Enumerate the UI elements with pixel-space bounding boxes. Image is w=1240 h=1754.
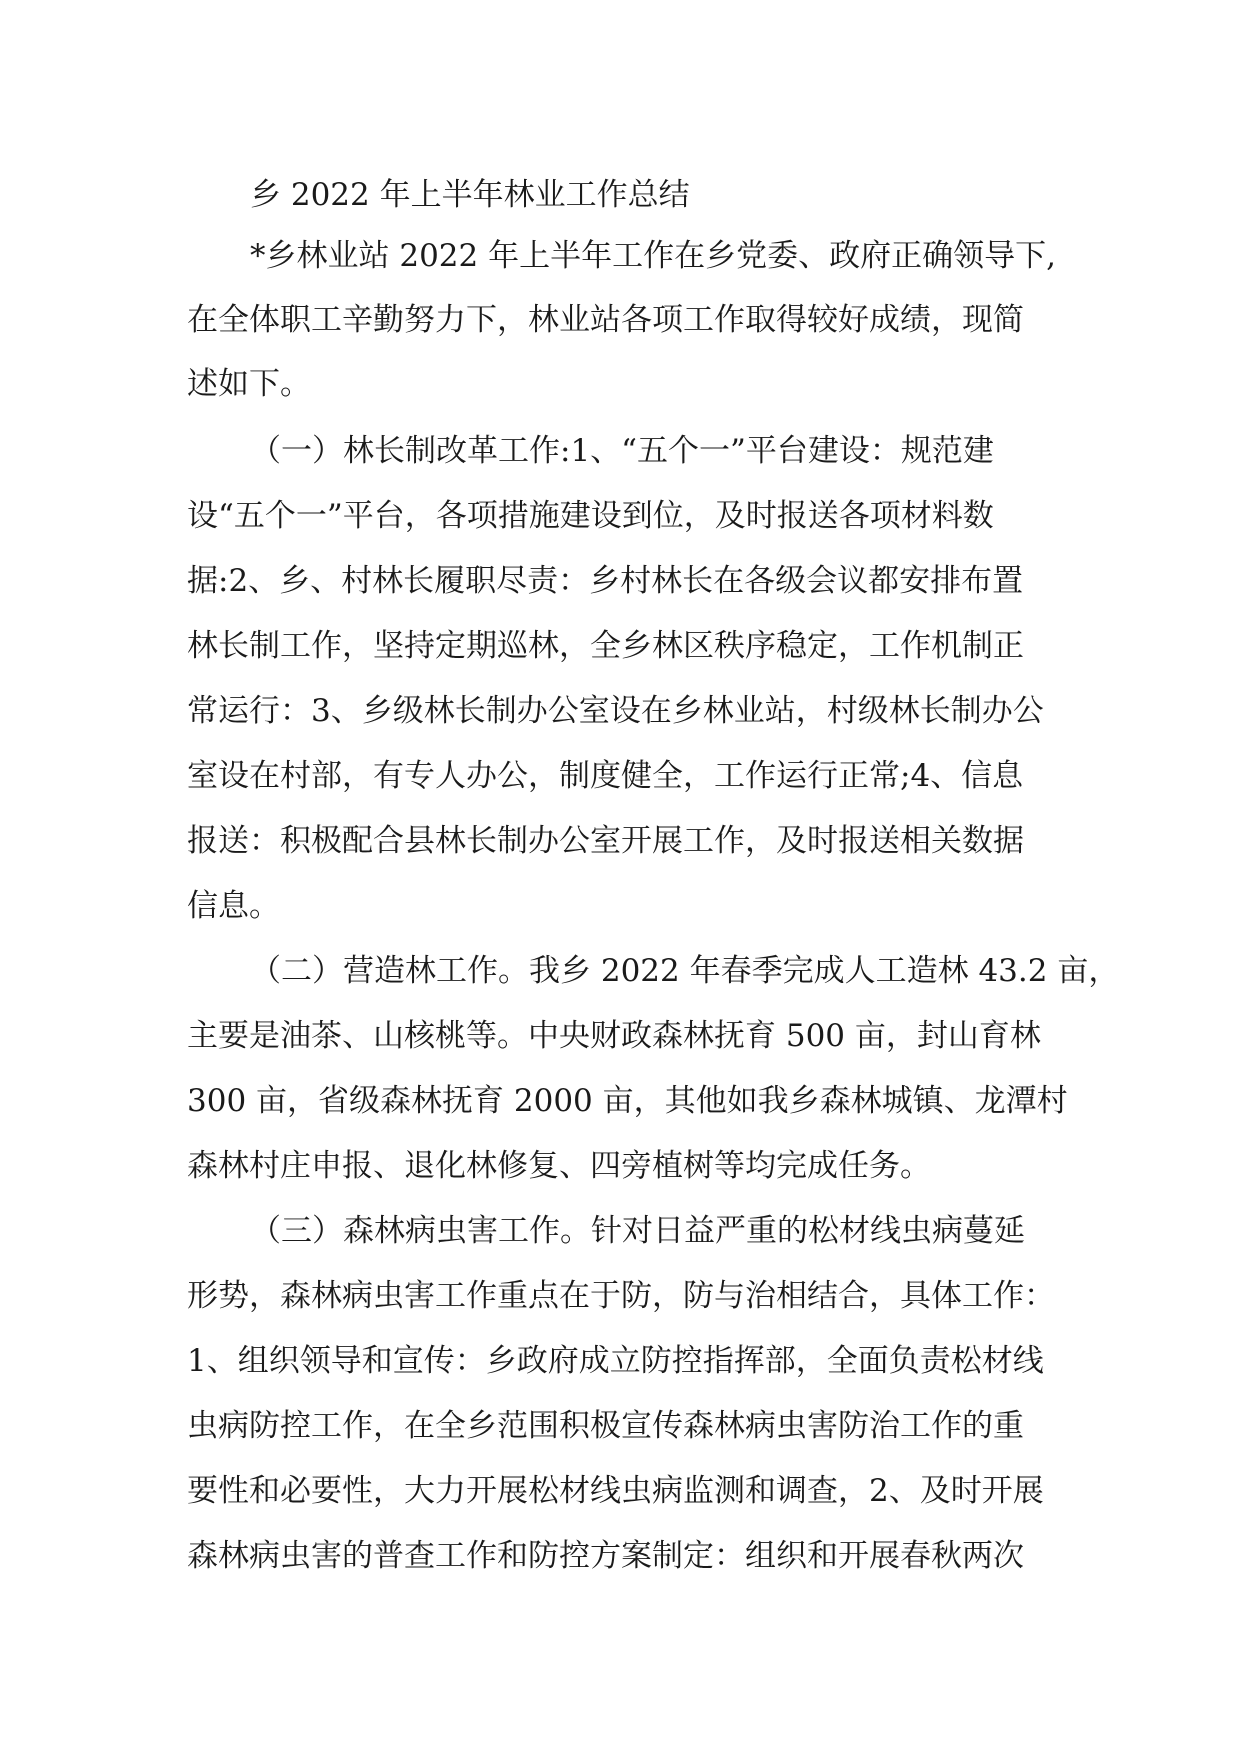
- paragraph-line: 设“五个一”平台，各项措施建设到位，及时报送各项材料数: [187, 498, 994, 534]
- document-title: 乡 2022 年上半年林业工作总结: [250, 177, 690, 213]
- paragraph-line: 述如下。: [187, 366, 311, 402]
- paragraph-line: 主要是油茶、山核桃等。中央财政森林抚育 500 亩，封山育林: [187, 1018, 1041, 1054]
- paragraph-line: 森林病虫害的普查工作和防控方案制定：组织和开展春秋两次: [187, 1538, 1024, 1574]
- paragraph-line: 虫病防控工作，在全乡范围积极宣传森林病虫害防治工作的重: [187, 1408, 1024, 1444]
- paragraph-line: 室设在村部，有专人办公，制度健全，工作运行正常;4、信息: [187, 758, 1024, 794]
- paragraph-line: 信息。: [187, 888, 280, 924]
- paragraph-line: *乡林业站 2022 年上半年工作在乡党委、政府正确领导下,: [250, 238, 1056, 274]
- paragraph-line: （三）森林病虫害工作。针对日益严重的松材线虫病蔓延: [250, 1213, 1025, 1249]
- paragraph-line: （一）林长制改革工作:1、“五个一”平台建设：规范建: [250, 433, 994, 469]
- paragraph-line: 300 亩，省级森林抚育 2000 亩，其他如我乡森林城镇、龙潭村: [187, 1083, 1068, 1119]
- paragraph-line: 形势，森林病虫害工作重点在于防，防与治相结合，具体工作：: [187, 1278, 1055, 1314]
- paragraph-line: 据:2、乡、村林长履职尽责：乡村林长在各级会议都安排布置: [187, 563, 1024, 599]
- paragraph-line: 林长制工作，坚持定期巡林，全乡林区秩序稳定，工作机制正: [187, 628, 1024, 664]
- paragraph-line: 常运行：3、乡级林长制办公室设在乡林业站，村级林长制办公: [187, 693, 1044, 729]
- paragraph-line: 报送：积极配合县林长制办公室开展工作，及时报送相关数据: [187, 823, 1024, 859]
- paragraph-line: 森林村庄申报、退化林修复、四旁植树等均完成任务。: [187, 1148, 931, 1184]
- paragraph-line: 要性和必要性，大力开展松材线虫病监测和调查，2、及时开展: [187, 1473, 1044, 1509]
- paragraph-line: 在全体职工辛勤努力下，林业站各项工作取得较好成绩，现简: [187, 302, 1024, 338]
- paragraph-line: 1、组织领导和宣传：乡政府成立防控指挥部，全面负责松材线: [187, 1343, 1044, 1379]
- paragraph-line: （二）营造林工作。我乡 2022 年春季完成人工造林 43.2 亩，: [250, 953, 1120, 989]
